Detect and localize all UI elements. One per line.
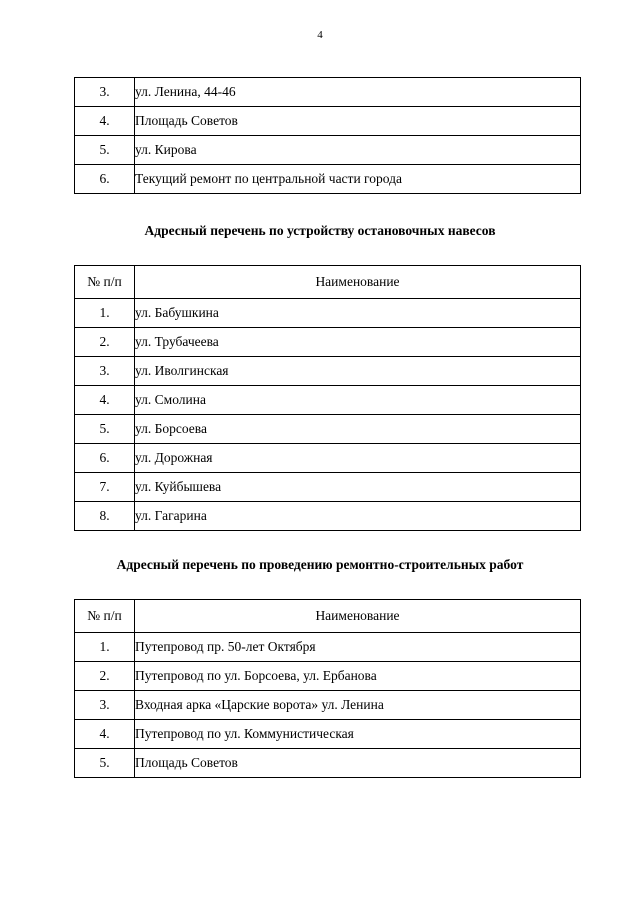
row-number: 3. (75, 357, 135, 386)
row-number: 5. (75, 136, 135, 165)
row-name: Путепровод по ул. Коммунистическая (135, 720, 581, 749)
row-number: 4. (75, 386, 135, 415)
table-bus-shelters (74, 265, 581, 531)
row-name: ул. Кирова (135, 136, 581, 165)
row-number: 8. (75, 502, 135, 531)
row-number: 2. (75, 662, 135, 691)
table-row (75, 473, 581, 502)
row-name: ул. Смолина (135, 386, 581, 415)
row-name: ул. Бабушкина (135, 299, 581, 328)
table-repair-works (74, 599, 581, 778)
table-row (75, 136, 581, 165)
section-title-bus-shelters: Адресный перечень по устройству остановочных навесов (144, 223, 496, 238)
row-number: 6. (75, 444, 135, 473)
table-row (75, 415, 581, 444)
row-number: 2. (75, 328, 135, 357)
table-header-row (75, 600, 581, 633)
table-row (75, 78, 581, 107)
row-number: 7. (75, 473, 135, 502)
row-name: ул. Ленина, 44-46 (135, 78, 581, 107)
table-continued-addresses (74, 77, 581, 194)
row-name: Входная арка «Царские ворота» ул. Ленина (135, 691, 581, 720)
table-row (75, 662, 581, 691)
table-row (75, 299, 581, 328)
row-name: Путепровод пр. 50-лет Октября (135, 633, 581, 662)
table-row (75, 502, 581, 531)
table-row (75, 633, 581, 662)
row-name: ул. Гагарина (135, 502, 581, 531)
table-row (75, 107, 581, 136)
row-name: ул. Иволгинская (135, 357, 581, 386)
row-name: Текущий ремонт по центральной части города (135, 165, 581, 194)
row-number: 5. (75, 415, 135, 444)
row-number: 3. (75, 78, 135, 107)
section-title-repair-works: Адресный перечень по проведению ремонтно-строительных работ (116, 557, 524, 572)
table-row (75, 386, 581, 415)
page-number: 4 (317, 29, 323, 41)
column-header-number: № п/п (75, 266, 135, 299)
column-header-name: Наименование (135, 266, 581, 299)
row-name: ул. Борсоева (135, 415, 581, 444)
row-name: Путепровод по ул. Борсоева, ул. Ербанова (135, 662, 581, 691)
table-row (75, 444, 581, 473)
row-number: 1. (75, 633, 135, 662)
table-row (75, 165, 581, 194)
row-number: 1. (75, 299, 135, 328)
row-name: ул. Куйбышева (135, 473, 581, 502)
table-row (75, 749, 581, 778)
row-number: 4. (75, 720, 135, 749)
table-header-row (75, 266, 581, 299)
row-number: 3. (75, 691, 135, 720)
row-name: ул. Дорожная (135, 444, 581, 473)
row-number: 4. (75, 107, 135, 136)
row-name: ул. Трубачеева (135, 328, 581, 357)
row-name: Площадь Советов (135, 107, 581, 136)
table-row (75, 720, 581, 749)
column-header-number: № п/п (75, 600, 135, 633)
column-header-name: Наименование (135, 600, 581, 633)
table-row (75, 357, 581, 386)
table-row (75, 691, 581, 720)
table-row (75, 328, 581, 357)
row-name: Площадь Советов (135, 749, 581, 778)
row-number: 5. (75, 749, 135, 778)
row-number: 6. (75, 165, 135, 194)
